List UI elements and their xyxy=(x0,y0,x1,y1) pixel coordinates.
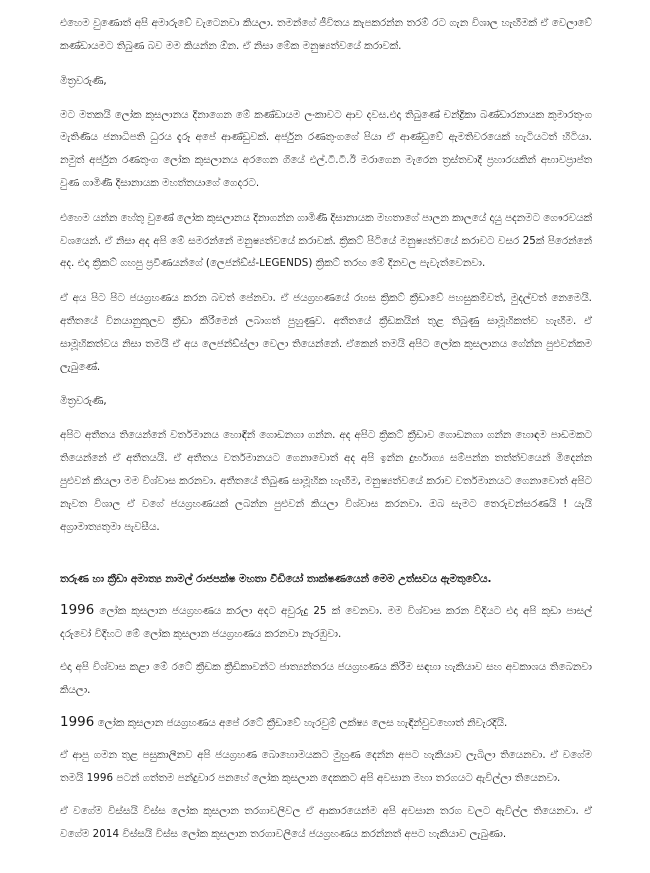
paragraph-6 xyxy=(60,600,592,646)
paragraph-10: ඒ වගේම විස්සයි විස්ස ලෝක කුසලාන තරගාවලිවල ඒ ආකාරයෙන්ම අපි අවසාන තරග වලට ඇවිල්ල තියෙනවා. ඒ වගේම 2014 විස්සයි විස්ස ලෝක කුසලාන තරගාවලියේ ජයග්‍රහණය කරන්නත් අපට හැකියාව ලැබුණා. xyxy=(60,804,592,840)
paragraph-5: අපිට අතීතය තියෙන්නේ වර්තමානය හොඳින් ගොඩනගා ගන්න. අද අපිට ක්‍රිකට් ක්‍රීඩාව ගොඩනගා ගන්න හොඳම පාඩමකට තියෙන්නේ ඒ අතීතයයි. ඒ අතීතය වර්තමානයට ගෙනාවොත් අද අපි ඉන්න දුර්භාග්‍ය සම්පන්න තත්ත්වයෙන් මිදෙන්න පුළුවන් කියලා මම විශ්වාස කරනවා. අතීතයේ තිබුණ සාමූහික හැඟීම, මනුෂ්‍යත්වයේ කරාව වර්තමානයට ගෙනාවොත් අපිට නැවත විශාල ඒ වගේ ජයග්‍රහණයක් ලබන්න පුළුවන් කියලා විශ්වාස කරනවා. ඔබ සැමට තෙරුවන්සරණයි ! යැයි අග්‍රාමාත්‍යතුමා පැවසීය. xyxy=(60,429,592,533)
paragraph-8 xyxy=(60,712,592,735)
paragraph-7: එදා අපි විශ්වාස කළා මේ රටේ ක්‍රීඩක ක්‍රීඩිකාවන්ට ජාත්‍යන්තරය ජයග්‍රහණය කිරීම සඳහා හැකියාව සහ අවකාශය තිබෙනවා කියලා. xyxy=(60,660,592,696)
paragraph-4: ඒ අය පිට පිට ජයග්‍රහණය කරන බවත් පේනවා. ඒ ජයග්‍රහණයේ රහස ක්‍රිකට් ක්‍රීඩාවේ පහසුකම්වත්, මුදල්වත් නෙමෙයි. අතීතයේ විනයානුකූලව ක්‍රීඩා කිරීමෙන් ලබාගත් පුහුණුව. අතීතයේ ක්‍රීඩකයින් තුළ තිබුණු සාමූහිකත්ව හැඟීම. ඒ සාමූහිකත්වය නිසා තමයි ඒ අය ලෙජන්ඩ්ස්ලා වෙලා තියෙන්නේ. ඒකෙන් තමයි අපිට ලෝක කුසලානය ගේන්න පුළුවන්කම ලැබුණේ. xyxy=(60,292,592,373)
greeting-1: මිත්‍රවරුණි, xyxy=(60,74,107,87)
paragraph-6-year: 1996 xyxy=(60,603,95,619)
paragraph-1: එහෙම වුණොත් අපි අමාරුවේ වැටෙනවා කියලා. තමන්ගේ ජීවිතය කැපකරන්න තරම් රට ගැන විශාල හැඟීමක් ඒ වෙලාවේ කණ්ඩායමට තිබුණ බව මම කියන්න ඕන. ඒ නිසා මේක මනුෂ්‍යත්වයේ කරාවක්. xyxy=(60,17,592,52)
paragraph-6-text: ලෝක කුසලාන ජයග්‍රහණය කරලා අදට අවුරුදු 25 ක් වෙනවා. මම විශ්වාස කරන විදියට එදා අපි කුඩා පාසල් දරුවෝ විදිහට මේ ලෝක කුසලාන ජයග්‍රහණය කරනවා නැරඹුවා. xyxy=(60,605,592,641)
paragraph-8-year: 1996 xyxy=(60,714,95,730)
paragraph-9: ඒ ආපු ගමන තුළ පසුකාලීනව අපි ජයග්‍රහණ බොහොමයකට මුහුණ දෙන්න අපට හැකියාව ලැබිලා තියෙනවා. ඒ වගේම තමයි 1996 පටන් ගත්තම පන්දුවාර පනහේ ලෝක කුසලාන දෙකකට අපි අවසාන මහා තරගයට ඇවිල්ලා තියෙනවා. xyxy=(60,749,592,785)
section-heading: තරුණ හා ක්‍රීඩා අමාත්‍ය නාමල් රාජපක්ෂ මහතා වීඩියෝ තාක්ෂණයෙන් මෙම උත්සවය ඇමතුවේය. xyxy=(60,573,492,586)
paragraph-2: මට මතකයි ලෝක කුසලානය දිනාගෙන මේ කණ්ඩායම ලංකාවට ආව දවස.එදා තිබුණේ චන්ද්‍රිකා බණ්ඩාරනායක කුමාරතුංග මැතිණිය ජනාධිපති ධුරය දැරූ අපේ ආණ්ඩුවක්. අර්ජුන රණතුංගගේ පියා ඒ ආණ්ඩුවේ ඇමතිවරයෙක් හැටියටත් හිටියා. නමුත් අර්ජුන රණතුංග ලෝක කුසලානය අරගෙන ගියේ එල්.ටී.ටී.ඊ මරාගෙන මැරෙන ත්‍රස්තවාදී ප්‍රහාරයකින් අභාවප්‍රාප්ත වුණ ගාමිණී දිසානායක මහත්තයාගේ ගෙදරට. xyxy=(60,108,592,189)
paragraph-3: එහෙම යන්න හේතු වුණේ ලෝක කුසලානය දිනාගන්න ගාමිණී දිසානායක මහතාගේ පාලන කාලයේ දායු පදනමට ගෞරවයක් වශයෙන්. ඒ නිසා අද අපි මේ සමරන්නේ මනුෂ්‍යත්වයේ කරාවක්. ක්‍රිකට් පිටියේ මනුෂ්‍යත්වයේ කරාවට වසර 25ක් පිරෙන්නේ අද. එදා ක්‍රිකට් ගහපු ප්‍රවීණයන්ගේ (ලෙජන්ඩ්ස්-LEGENDS) ක්‍රිකට් තරඟ මේ දිනවල පැවැත්වෙනවා. xyxy=(60,211,593,270)
greeting-2: මිත්‍රවරුණි, xyxy=(60,395,107,408)
paragraph-8-text: ලෝක කුසලාන ජයග්‍රහණය අපේ රටේ ක්‍රීඩාවේ හැරවුම් ලක්ෂ්‍ය ලෙස හැඳින්වුවහොත් නිවැරදියි. xyxy=(94,716,508,729)
